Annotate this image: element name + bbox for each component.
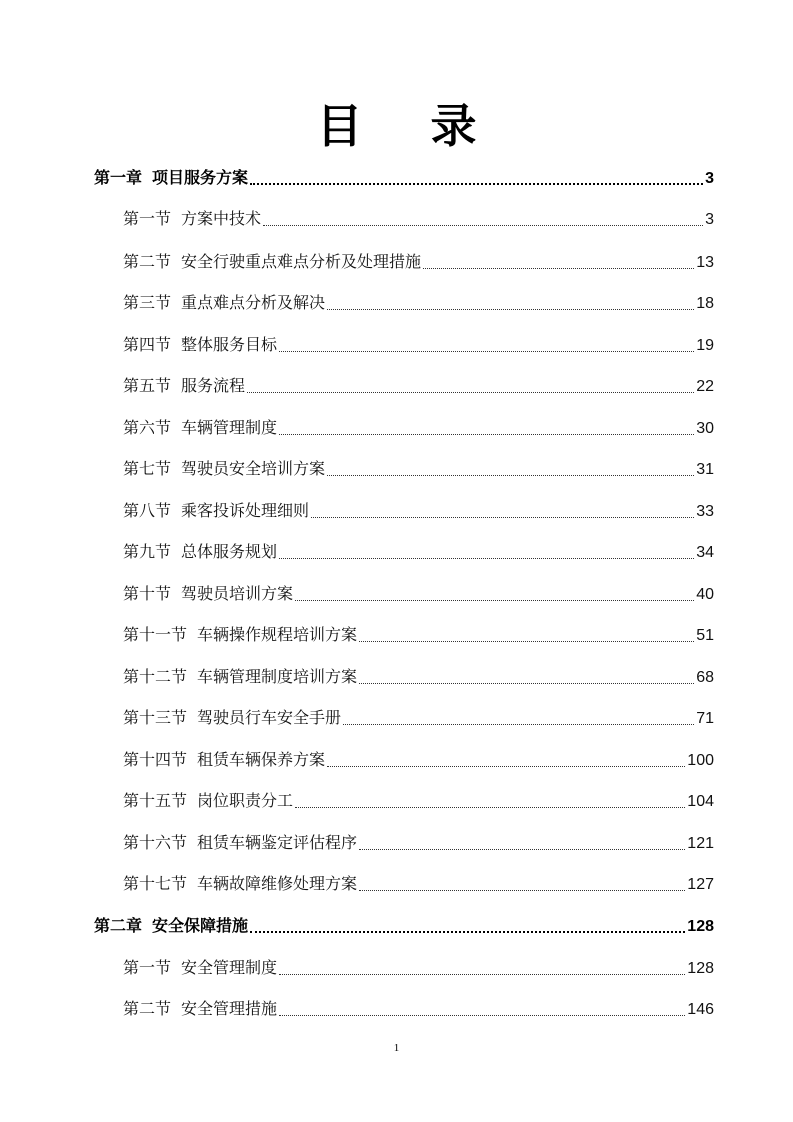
toc-entry-page: 104 [687, 793, 714, 810]
toc-entry-number: 第十一节 [123, 627, 188, 644]
toc-entry-page: 3 [705, 211, 714, 228]
toc-section-entry[interactable] [123, 418, 714, 440]
toc-entry-page: 127 [687, 876, 714, 893]
dot-leader [311, 517, 694, 518]
toc-entry-number: 第十二节 [123, 669, 188, 686]
toc-entry-page: 71 [696, 710, 714, 727]
toc-entry-title: 车辆操作规程培训方案 [197, 627, 358, 644]
dot-leader [327, 766, 685, 767]
toc-entry-number: 第一节 [123, 960, 172, 977]
toc-entry-title: 驾驶员培训方案 [181, 586, 294, 603]
toc-section-entry[interactable] [123, 335, 714, 357]
toc-entry-number: 第三节 [123, 295, 172, 312]
toc-entry-number: 第四节 [123, 337, 172, 354]
toc-entry-number: 第八节 [123, 503, 172, 520]
toc-entry-page: 51 [696, 627, 714, 644]
toc-entry-number: 第十七节 [123, 876, 188, 893]
toc-section-entry[interactable] [123, 708, 714, 730]
toc-entry-title: 重点难点分析及解决 [181, 295, 326, 312]
toc-entry-page: 40 [696, 586, 714, 603]
toc-entry-page: 22 [696, 378, 714, 395]
toc-entry-title: 车辆管理制度 [181, 420, 278, 437]
toc-section-entry[interactable] [123, 791, 714, 813]
toc-entry-page: 3 [705, 170, 714, 187]
toc-section-entry[interactable] [123, 209, 714, 231]
dot-leader [279, 558, 694, 559]
dot-leader [279, 1015, 685, 1016]
toc-entry-number: 第十三节 [123, 710, 188, 727]
toc-section-entry[interactable] [123, 958, 714, 980]
toc-entry-page: 19 [696, 337, 714, 354]
toc-entry-page: 33 [696, 503, 714, 520]
dot-leader [327, 309, 694, 310]
toc-entry-title: 租赁车辆保养方案 [197, 752, 326, 769]
toc-entry-title: 租赁车辆鉴定评估程序 [197, 835, 358, 852]
toc-section-entry[interactable] [123, 750, 714, 772]
toc-section-entry[interactable] [123, 542, 714, 564]
toc-section-entry[interactable] [123, 999, 714, 1021]
toc-entry-title: 总体服务规划 [181, 544, 278, 561]
page-number: 1 [393, 1042, 400, 1054]
toc-section-entry[interactable] [123, 459, 714, 481]
toc-entry-number: 第十六节 [123, 835, 188, 852]
toc-entry-title: 驾驶员行车安全手册 [197, 710, 342, 727]
dot-leader [359, 683, 694, 684]
toc-entry-title: 项目服务方案 [152, 170, 249, 187]
dot-leader [327, 475, 694, 476]
toc-section-entry[interactable] [123, 625, 714, 647]
toc-entry-page: 30 [696, 420, 714, 437]
dot-leader [343, 724, 694, 725]
toc-entry-title: 安全管理制度 [181, 960, 278, 977]
toc-entry-title: 安全行驶重点难点分析及处理措施 [181, 254, 422, 271]
toc-entry-page: 146 [687, 1001, 714, 1018]
page-title: 目 录 [316, 99, 503, 153]
toc-entry-number: 第六节 [123, 420, 172, 437]
toc-entry-number: 第一节 [123, 211, 172, 228]
toc-entry-number: 第五节 [123, 378, 172, 395]
toc-entry-title: 服务流程 [181, 378, 246, 395]
toc-entry-page: 100 [687, 752, 714, 769]
toc-entry-number: 第十五节 [123, 793, 188, 810]
dot-leader [359, 641, 694, 642]
toc-section-entry[interactable] [123, 293, 714, 315]
toc-entry-number: 第二节 [123, 1001, 172, 1018]
dot-leader [423, 268, 694, 269]
toc-entry-page: 68 [696, 669, 714, 686]
toc-entry-number: 第十节 [123, 586, 172, 603]
toc-entry-number: 第九节 [123, 544, 172, 561]
toc-entry-number: 第七节 [123, 461, 172, 478]
toc-section-entry[interactable] [123, 376, 714, 398]
toc-section-entry[interactable] [123, 667, 714, 689]
toc-entry-title: 驾驶员安全培训方案 [181, 461, 326, 478]
toc-entry-number: 第一章 [94, 170, 143, 187]
toc-entry-page: 128 [687, 918, 714, 935]
toc-entry-page: 18 [696, 295, 714, 312]
dot-leader [250, 931, 685, 933]
toc-section-entry[interactable] [123, 833, 714, 855]
dot-leader [250, 183, 703, 185]
toc-entry-title: 方案中技术 [181, 211, 262, 228]
toc-entry-page: 31 [696, 461, 714, 478]
toc-entry-title: 乘客投诉处理细则 [181, 503, 310, 520]
toc-entry-page: 128 [687, 960, 714, 977]
toc-entry-title: 安全保障措施 [152, 918, 249, 935]
dot-leader [247, 392, 694, 393]
dot-leader [263, 225, 703, 226]
toc-entry-number: 第十四节 [123, 752, 188, 769]
toc-entry-title: 整体服务目标 [181, 337, 278, 354]
toc-chapter-entry[interactable] [94, 168, 714, 190]
toc-entry-page: 13 [696, 254, 714, 271]
dot-leader [279, 974, 685, 975]
toc-chapter-entry[interactable] [94, 916, 714, 938]
toc-entry-page: 121 [687, 835, 714, 852]
toc-section-entry[interactable] [123, 501, 714, 523]
dot-leader [359, 890, 685, 891]
dot-leader [279, 351, 694, 352]
toc-section-entry[interactable] [123, 584, 714, 606]
toc-entry-number: 第二节 [123, 254, 172, 271]
dot-leader [295, 807, 685, 808]
toc-entry-title: 岗位职责分工 [197, 793, 294, 810]
toc-entry-title: 车辆管理制度培训方案 [197, 669, 358, 686]
toc-entry-title: 车辆故障维修处理方案 [197, 876, 358, 893]
toc-entry-title: 安全管理措施 [181, 1001, 278, 1018]
toc-section-entry[interactable] [123, 874, 714, 896]
dot-leader [279, 434, 694, 435]
dot-leader [295, 600, 694, 601]
toc-section-entry[interactable] [123, 252, 714, 274]
toc-entry-number: 第二章 [94, 918, 143, 935]
dot-leader [359, 849, 685, 850]
toc-entry-page: 34 [696, 544, 714, 561]
